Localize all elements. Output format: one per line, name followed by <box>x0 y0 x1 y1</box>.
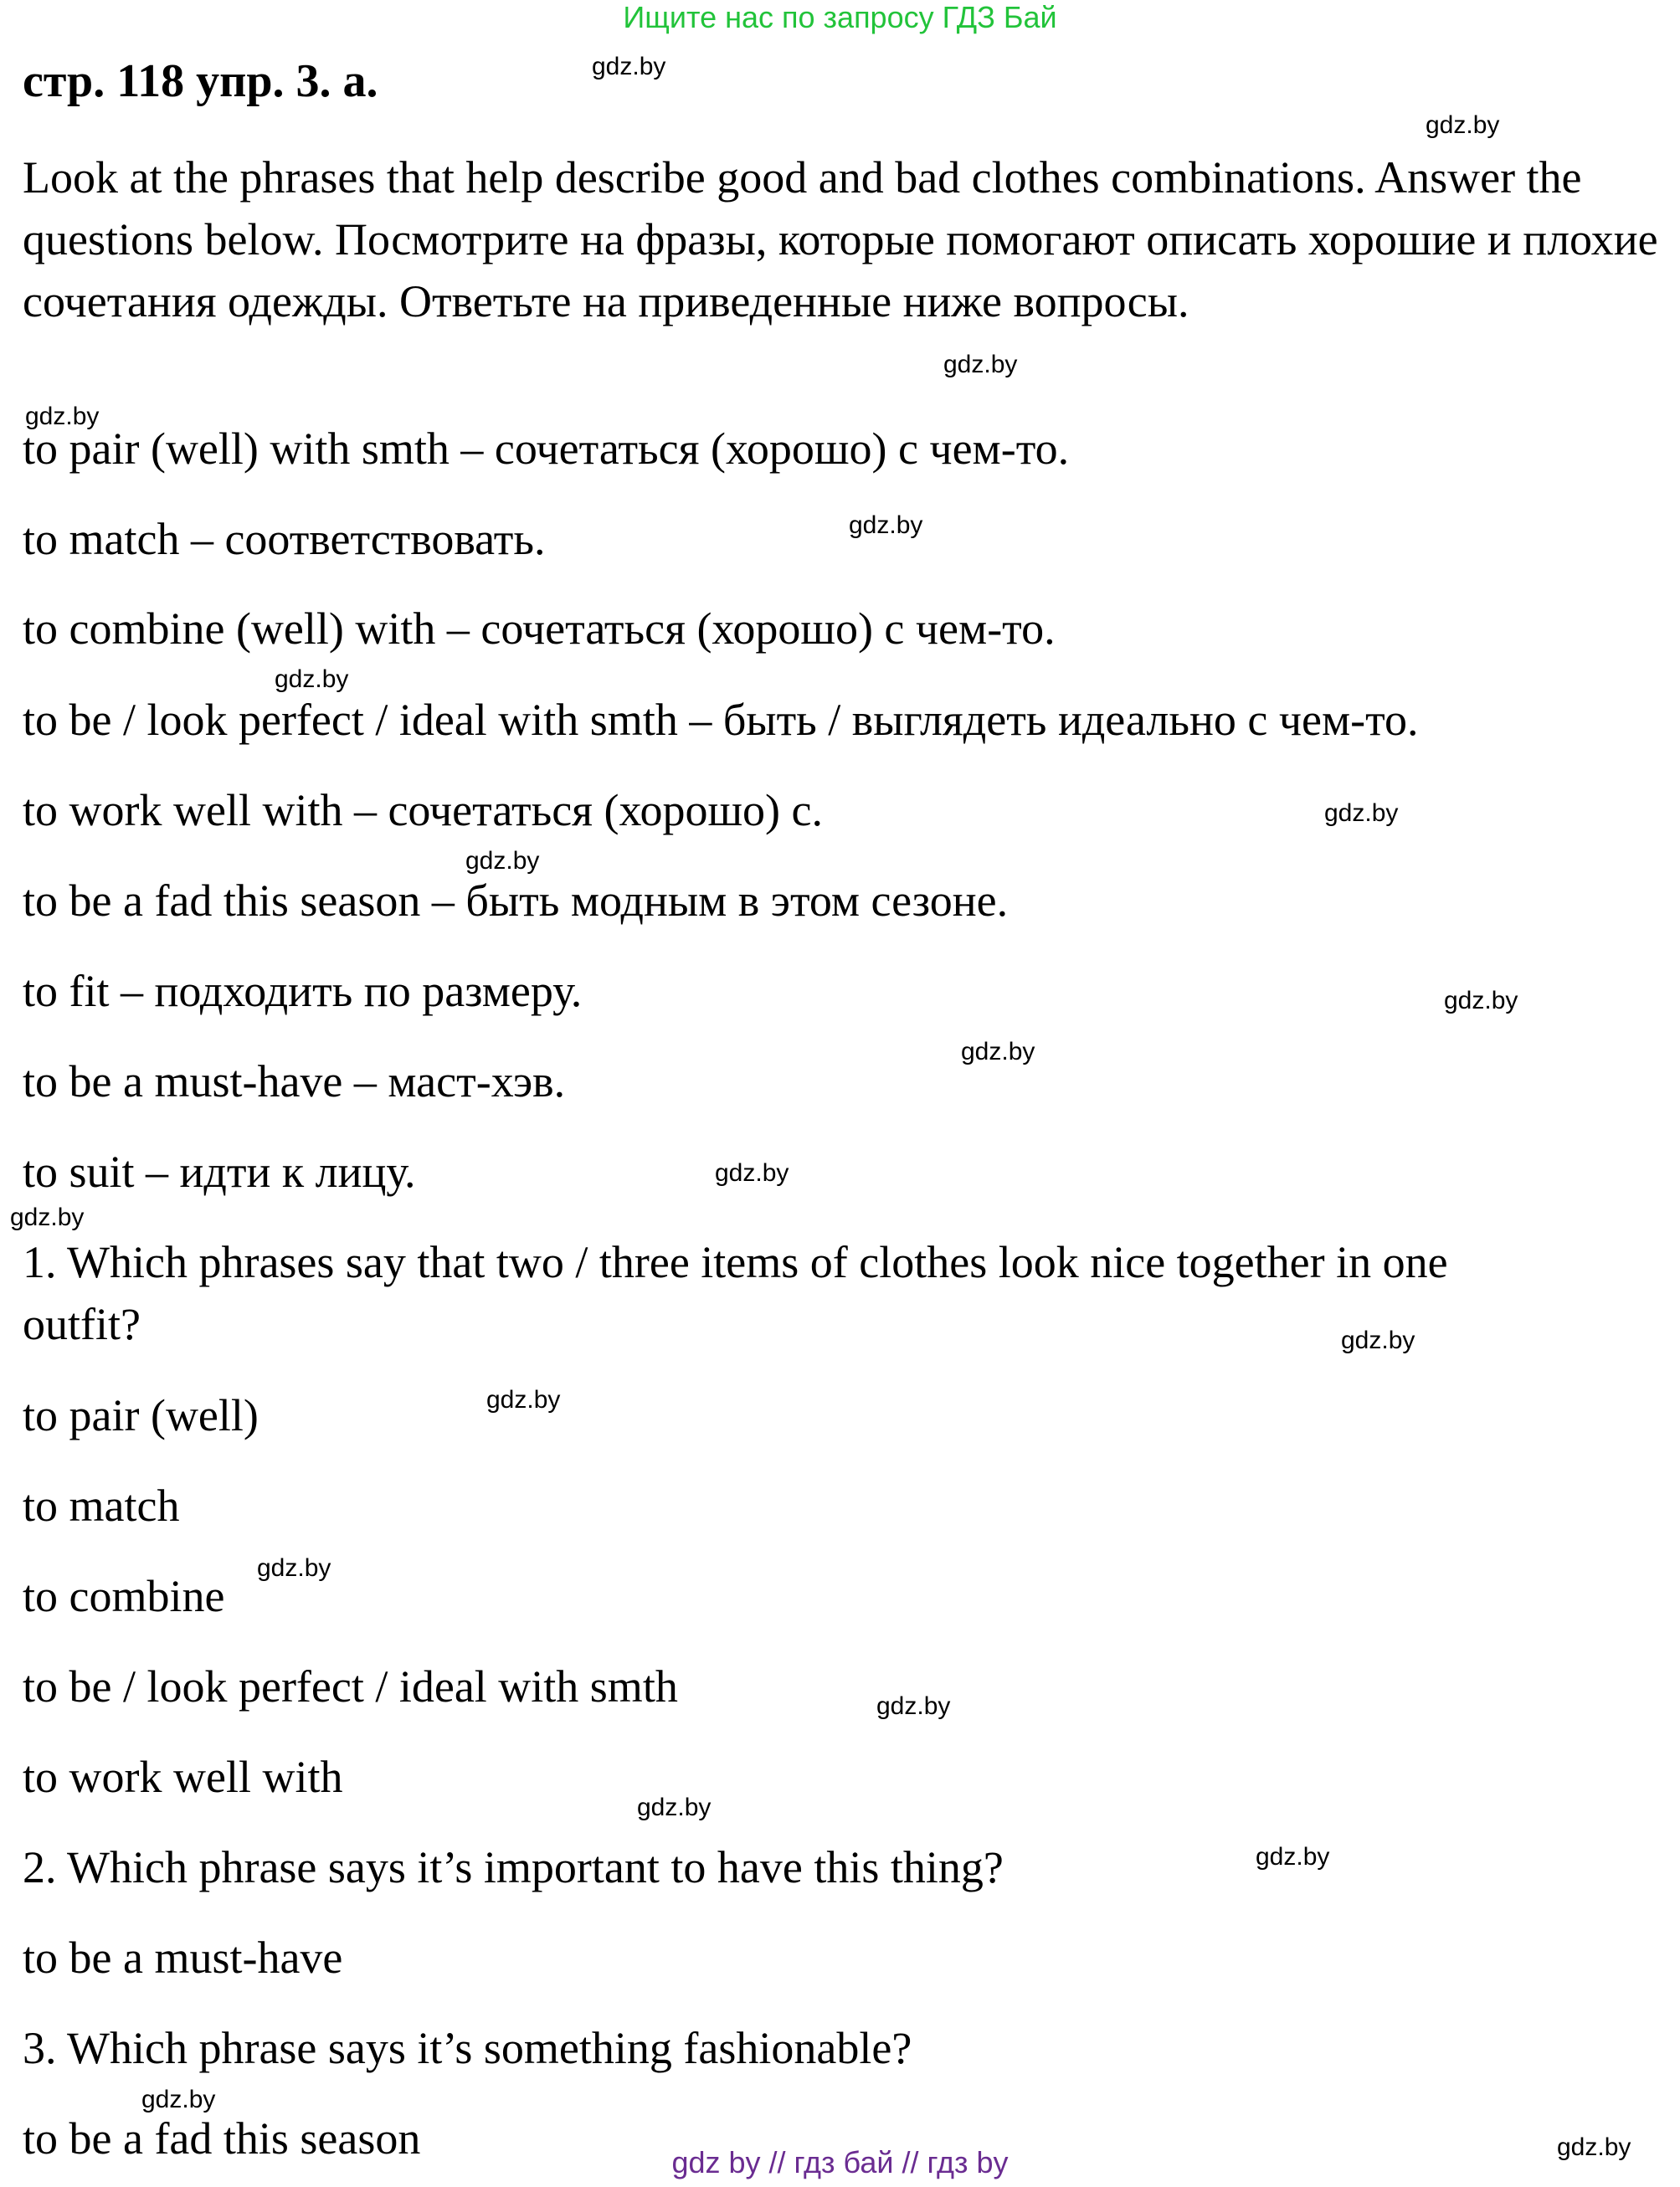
exercise-heading: стр. 118 упр. 3. а. <box>23 55 378 107</box>
phrase-item: to fit – подходить по размеру. <box>23 966 583 1016</box>
watermark: gdz.by <box>961 1038 1035 1065</box>
answer-item: to combine <box>23 1571 225 1621</box>
answer-item: to be / look perfect / ideal with smth <box>23 1661 678 1712</box>
question-1-continued: outfit? <box>23 1299 141 1349</box>
footer-links: gdz by // гдз бай // гдз by <box>671 2145 1009 2179</box>
question-3: 3. Which phrase says it’s something fashionable? <box>23 2023 912 2073</box>
phrase-item: to be a must-have – маст-хэв. <box>23 1056 566 1106</box>
watermark: gdz.by <box>592 53 666 80</box>
watermark: gdz.by <box>849 511 923 539</box>
phrase-item: to pair (well) with smth – сочетаться (хорошо) с чем-то. <box>23 424 1070 474</box>
watermark: gdz.by <box>486 1386 561 1414</box>
watermark: gdz.by <box>141 2086 216 2113</box>
phrase-item: to be a fad this season – быть модным в этом сезоне. <box>23 875 1009 926</box>
answer-item: to match <box>23 1481 180 1531</box>
answer-item: to be a must-have <box>23 1933 343 1983</box>
phrase-item: to be / look perfect / ideal with smth – быть / выглядеть идеально с чем-то. <box>23 695 1419 745</box>
watermark: gdz.by <box>1324 799 1399 827</box>
watermark: gdz.by <box>1341 1327 1415 1354</box>
exercise-instructions: Look at the phrases that help describe good and bad clothes combinations. Answer the questions below. Посмотрите на фразы, которые помогают описать хорошие и плохие сочетания одежды. Ответьте на приведенные ниже вопросы. <box>23 152 1658 326</box>
question-1: 1. Which phrases say that two / three items of clothes look nice together in one <box>23 1237 1448 1287</box>
phrase-item: to suit – идти к лицу. <box>23 1147 416 1197</box>
answer-item: to work well with <box>23 1752 343 1802</box>
watermark: gdz.by <box>943 351 1018 378</box>
watermark: gdz.by <box>257 1554 331 1582</box>
phrase-item: to combine (well) with – сочетаться (хорошо) с чем-то. <box>23 603 1056 654</box>
watermark: gdz.by <box>715 1159 789 1187</box>
answer-item: to pair (well) <box>23 1390 259 1440</box>
watermark: gdz.by <box>275 665 349 693</box>
watermark: gdz.by <box>876 1692 951 1720</box>
phrase-item: to match – соответствовать. <box>23 514 546 564</box>
watermark: gdz.by <box>25 403 100 430</box>
watermark: gdz.by <box>1426 111 1500 139</box>
phrase-item: to work well with – сочетаться (хорошо) с. <box>23 785 823 835</box>
watermark: gdz.by <box>637 1794 712 1821</box>
answer-item: to be a fad this season <box>23 2113 421 2164</box>
top-banner: Ищите нас по запросу ГДЗ Бай <box>623 0 1057 34</box>
question-2: 2. Which phrase says it’s important to have this thing? <box>23 1842 1004 1892</box>
watermark: gdz.by <box>1256 1843 1330 1871</box>
watermark: gdz.by <box>10 1204 85 1231</box>
watermark: gdz.by <box>1444 987 1518 1014</box>
watermark: gdz.by <box>465 847 540 875</box>
watermark: gdz.by <box>1557 2133 1631 2161</box>
